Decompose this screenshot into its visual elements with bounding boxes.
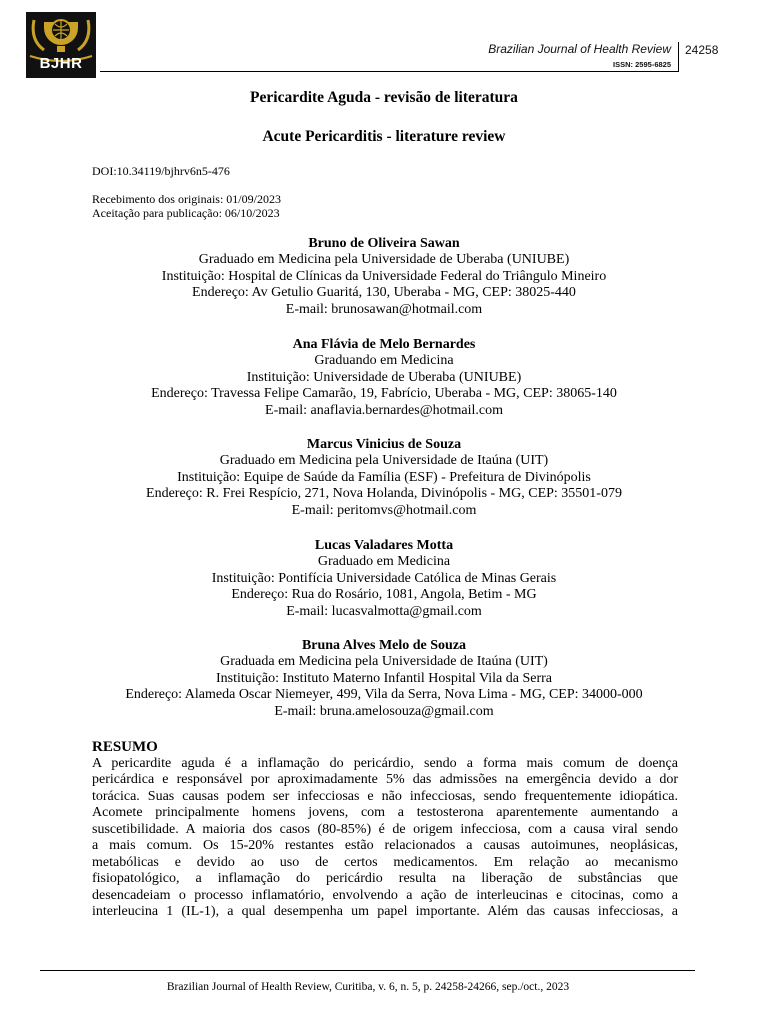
author-degree: Graduado em Medicina bbox=[317, 554, 451, 570]
header-rule bbox=[100, 71, 678, 72]
author-institution: Instituição: Hospital de Clínicas da Universidade Federal do Triângulo Mineiro bbox=[161, 268, 607, 284]
author-name: Marcus Vinicius de Souza bbox=[306, 437, 462, 452]
author-institution: Instituição: Pontifícia Universidade Católica de Minas Gerais bbox=[211, 570, 557, 586]
submission-dates bbox=[92, 192, 281, 220]
title-portuguese: Pericardite Aguda - revisão de literatura bbox=[250, 89, 518, 106]
abstract-heading: RESUMO bbox=[92, 739, 158, 755]
doi[interactable]: DOI:10.34119/bjhrv6n5-476 bbox=[92, 164, 230, 178]
author-name: Bruna Alves Melo de Souza bbox=[301, 638, 467, 653]
author-block bbox=[80, 437, 688, 519]
author-address: Endereço: Rua do Rosário, 1081, Angola, Betim - MG bbox=[231, 587, 537, 603]
author-degree: Graduada em Medicina pela Universidade de Itaúna (UIT) bbox=[220, 654, 548, 670]
abstract-body bbox=[92, 756, 678, 921]
abstract-line: desencadeiam o processo inflamatório, envolvendo a ação de interleucinas e citocinas, como a bbox=[92, 887, 678, 903]
author-degree: Graduando em Medicina bbox=[314, 353, 454, 369]
abstract-line: torácica. Suas causas podem ser infecciosas e não infecciosas, sendo frequentemente idiopática. bbox=[92, 788, 678, 804]
author-block bbox=[80, 638, 688, 720]
author-address: Endereço: Travessa Felipe Camarão, 19, Fabrício, Uberaba - MG, CEP: 38065-140 bbox=[151, 386, 617, 402]
accepted-date: Aceitação para publicação: 06/10/2023 bbox=[92, 206, 280, 220]
abstract-line: metabólicas e devido ao uso de certos medicamentos. Em relação ao mecanismo bbox=[92, 854, 678, 870]
author-email[interactable]: E-mail: lucasvalmotta@gmail.com bbox=[286, 603, 482, 619]
author-block bbox=[80, 236, 688, 318]
received-date: Recebimento dos originais: 01/09/2023 bbox=[92, 192, 281, 206]
abstract-line: A pericardite aguda é a inflamação do pericárdio, sendo a forma mais comum de doença bbox=[92, 756, 678, 771]
issn: ISSN: 2595-6825 bbox=[613, 60, 671, 69]
abstract-line: suscetibilidade. A maioria dos casos (80-85%) é de origem infecciosa, com a causa viral sendo bbox=[92, 821, 678, 837]
abstract-line: a mais comum. Os 15-20% restantes estão relacionados a causas autoimunes, neoplásicas, bbox=[92, 838, 678, 854]
author-name: Ana Flávia de Melo Bernardes bbox=[292, 337, 476, 352]
author-address: Endereço: Alameda Oscar Niemeyer, 499, Vila da Serra, Nova Lima - MG, CEP: 34000-000 bbox=[125, 687, 643, 703]
journal-name: Brazilian Journal of Health Review bbox=[488, 42, 671, 56]
author-name: Lucas Valadares Motta bbox=[314, 538, 454, 553]
abstract-line: Acomete principalmente homens jovens, com a testosterona aparentemente aumentando a bbox=[92, 805, 678, 821]
author-block bbox=[80, 538, 688, 620]
author-address: Endereço: R. Frei Respício, 271, Nova Holanda, Divinópolis - MG, CEP: 35501-079 bbox=[146, 486, 622, 502]
abstract-line: pericárdica e responsável por aproximadamente 5% das admissões na emergência devido a dor bbox=[92, 772, 678, 788]
author-email[interactable]: E-mail: anaflavia.bernardes@hotmail.com bbox=[265, 402, 503, 418]
header-divider bbox=[678, 42, 679, 72]
author-institution: Instituição: Instituto Materno Infantil Hospital Vila da Serra bbox=[216, 670, 552, 686]
author-email[interactable]: E-mail: bruna.amelosouza@gmail.com bbox=[274, 703, 494, 719]
title-english: Acute Pericarditis - literature review bbox=[262, 128, 506, 145]
footer-rule bbox=[40, 970, 695, 971]
logo-text: BJHR bbox=[39, 55, 83, 72]
abstract-line: interleucina 1 (IL-1), a qual desempenha um papel importante. Além das causas infecciosas, a bbox=[92, 904, 678, 920]
author-block bbox=[80, 337, 688, 419]
author-degree: Graduado em Medicina pela Universidade de Uberaba (UNIUBE) bbox=[198, 252, 570, 268]
footer-citation: Brazilian Journal of Health Review, Curitiba, v. 6, n. 5, p. 24258-24266, sep./oct., 2023 bbox=[166, 981, 570, 993]
author-institution: Instituição: Universidade de Uberaba (UNIUBE) bbox=[246, 369, 522, 385]
author-name: Bruno de Oliveira Sawan bbox=[308, 236, 460, 251]
author-institution: Instituição: Equipe de Saúde da Família (ESF) - Prefeitura de Divinópolis bbox=[177, 469, 591, 485]
author-email[interactable]: E-mail: brunosawan@hotmail.com bbox=[285, 301, 483, 317]
page-number: 24258 bbox=[685, 43, 719, 57]
abstract-line: fisiopatológico, a inflamação do pericárdio resulta na liberação de substâncias que bbox=[92, 871, 678, 887]
journal-logo bbox=[26, 12, 96, 78]
author-degree: Graduado em Medicina pela Universidade de Itaúna (UIT) bbox=[219, 453, 549, 469]
author-email[interactable]: E-mail: peritomvs@hotmail.com bbox=[291, 502, 477, 518]
author-address: Endereço: Av Getulio Guaritá, 130, Uberaba - MG, CEP: 38025-440 bbox=[192, 285, 576, 301]
